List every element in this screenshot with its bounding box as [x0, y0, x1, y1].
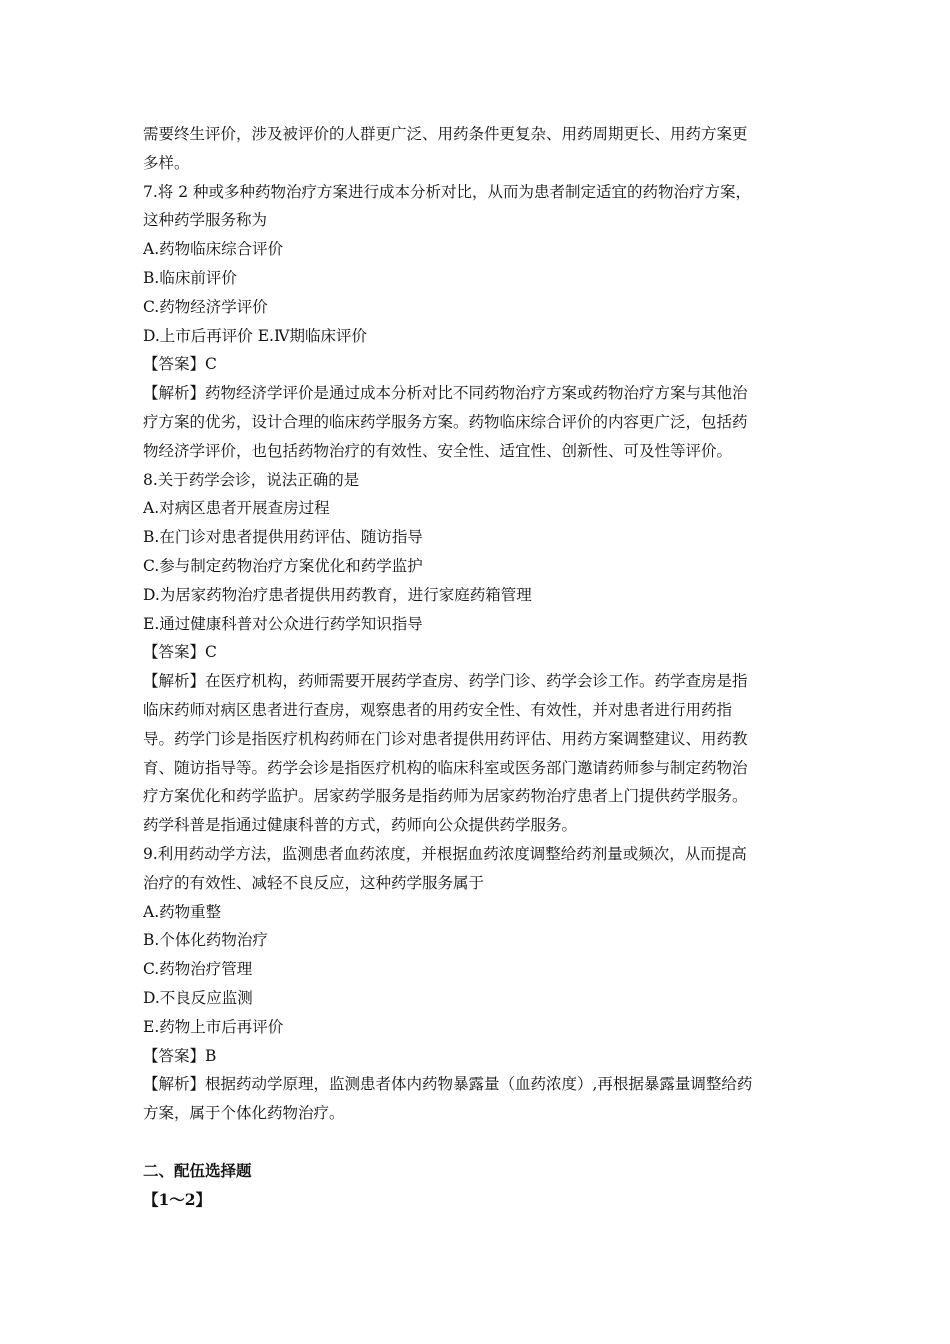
option-c: C.药物经济学评价	[143, 297, 268, 316]
text-line: 物经济学评价，也包括药物治疗的有效性、安全性、适宜性、创新性、可及性等评价。	[143, 441, 733, 460]
question-8: 8.关于药学会诊，说法正确的是	[143, 470, 360, 489]
answer: 【答案】C	[143, 643, 217, 662]
text-line: 疗方案的优劣，设计合理的临床药学服务方案。药物临床综合评价的内容更广泛，包括药	[143, 412, 748, 431]
option-d: D.不良反应监测	[143, 988, 253, 1007]
option-b: B.在门诊对患者提供用药评估、随访指导	[143, 528, 423, 547]
option-c: C.参与制定药物治疗方案优化和药学监护	[143, 556, 423, 575]
text-line: 多样。	[143, 153, 190, 172]
answer: 【答案】B	[143, 1046, 217, 1065]
option-a: A.对病区患者开展查房过程	[143, 499, 330, 518]
question-7: 7.将 2 种或多种药物治疗方案进行成本分析对比，从而为患者制定适宜的药物治疗方案，	[143, 182, 752, 201]
text-line: 需要终生评价，涉及被评价的人群更广泛、用药条件更复杂、用药周期更长、用药方案更	[143, 125, 748, 143]
text-line: 药学科普是指通过健康科普的方式，药师向公众提供药学服务。	[143, 816, 578, 835]
option-e: E.通过健康科普对公众进行药学知识指导	[143, 614, 423, 633]
explanation: 【解析】在医疗机构，药师需要开展药学查房、药学门诊、药学会诊工作。药学查房是指	[143, 672, 748, 691]
text-line: 方案，属于个体化药物治疗。	[143, 1104, 345, 1123]
text-line: 这种药学服务称为	[143, 211, 268, 230]
spacer	[143, 1128, 813, 1157]
text-line: 治疗的有效性、减轻不良反应，这种药学服务属于	[143, 873, 485, 892]
text-line: 临床药师对病区患者进行查房，观察患者的用药安全性、有效性，并对患者进行用药指	[143, 700, 733, 719]
answer: 【答案】C	[143, 355, 217, 374]
explanation: 【解析】药物经济学评价是通过成本分析对比不同药物治疗方案或药物治疗方案与其他治	[143, 384, 748, 403]
option-a: A.药物临床综合评价	[143, 240, 284, 259]
document-page	[143, 120, 813, 1214]
section-title: 二、配伍选择题	[143, 1160, 252, 1180]
text-line: 导。药学门诊是指医疗机构药师在门诊对患者提供用药评估、用药方案调整建议、用药教	[143, 729, 748, 748]
option-a: A.药物重整	[143, 902, 222, 921]
option-b: B.临床前评价	[143, 268, 237, 287]
text-line: 疗方案优化和药学监护。居家药学服务是指药师为居家药物治疗患者上门提供药学服务。	[143, 787, 748, 806]
question-9: 9.利用药动学方法，监测患者血药浓度，并根据血药浓度调整给药剂量或频次，从而提高	[143, 844, 747, 863]
text-line: 育、随访指导等。药学会诊是指医疗机构的临床科室或医务部门邀请药师参与制定药物治	[143, 758, 748, 777]
explanation: 【解析】根据药动学原理，监测患者体内药物暴露量（血药浓度）,再根据暴露量调整给药	[143, 1075, 753, 1094]
group-label: 【1～2】	[143, 1189, 212, 1209]
option-b: B.个体化药物治疗	[143, 931, 268, 950]
option-d-e: D.上市后再评价 E.Ⅳ期临床评价	[143, 326, 367, 345]
option-d: D.为居家药物治疗患者提供用药教育，进行家庭药箱管理	[143, 585, 532, 604]
option-e: E.药物上市后再评价	[143, 1017, 284, 1036]
option-c: C.药物治疗管理	[143, 960, 253, 979]
